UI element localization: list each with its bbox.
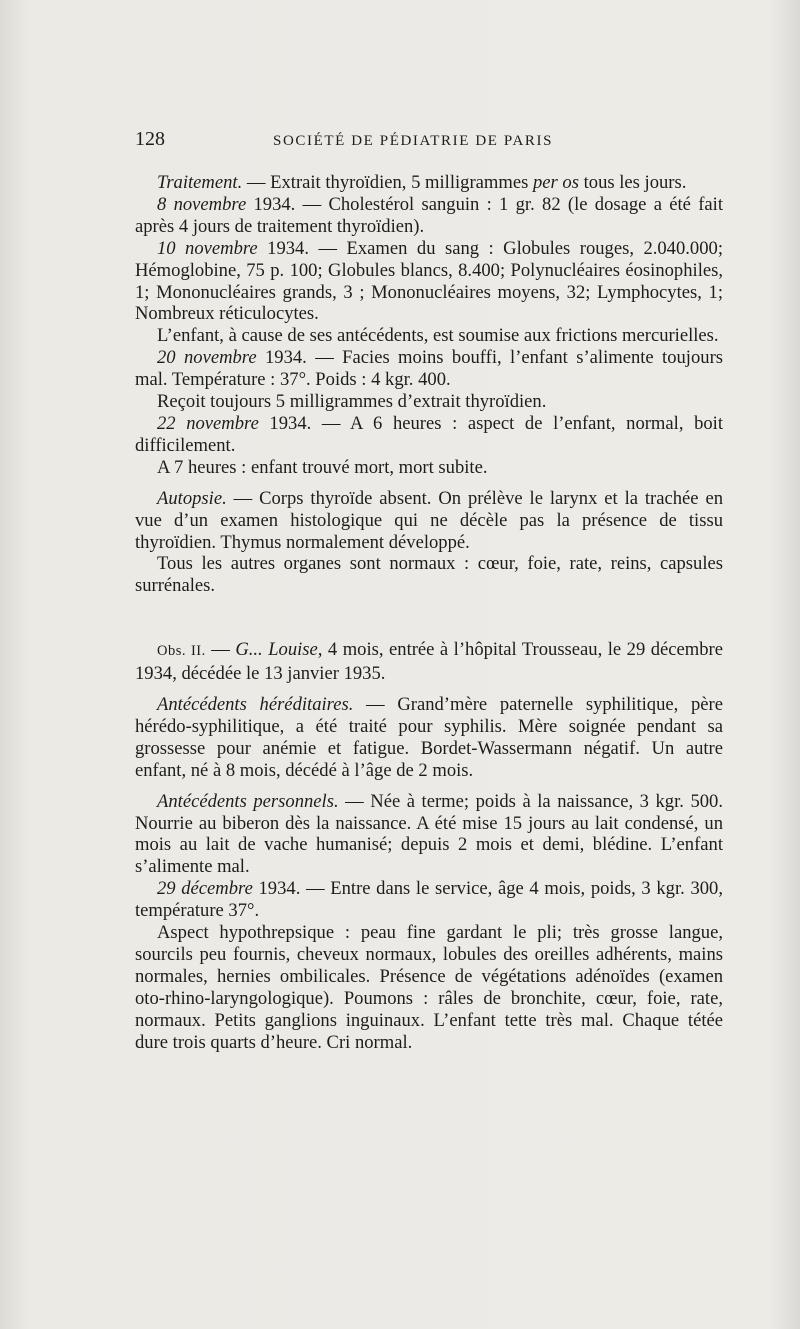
paragraph-traitement: Traitement. — Extrait thyroïdien, 5 milligrammes per os tous les jours.: [157, 172, 687, 193]
italic-lead: G... Louise,: [235, 639, 323, 661]
italic-lead: 29 décembre: [157, 878, 253, 900]
paragraph-22-novembre: 22 novembre 1934. — A 6 heures : aspect de l’enfant, normal, boit difficilement.: [135, 412, 723, 456]
paragraph-autopsie: Autopsie. — Corps thyroïde absent. On prélève le larynx et la trachée en vue d’un examen histologique qui ne décèle pas la présence de tissu thyroïdien. Thymus normalement développé.: [135, 487, 723, 553]
italic-lead: Autopsie.: [157, 487, 227, 509]
paragraph-29-decembre: 29 décembre 1934. — Entre dans le service, âge 4 mois, poids, 3 kgr. 300, température 37°.: [135, 878, 723, 922]
paragraph-frictions: L’enfant, à cause de ses antécédents, est soumise aux frictions mercurielles.: [157, 325, 719, 347]
paragraph-8-novembre: 8 novembre 1934. — Cholestérol sanguin : 1 gr. 82 (le dosage a été fait après 4 jours de traitement thyroïdien).: [135, 193, 723, 237]
paragraph-aspect: Aspect hypothrepsique : peau fine gardant le pli; très grosse langue, sourcils peu fournis, cheveux normaux, lobules des oreilles adhérents, mains normales, hernies ombilicales. Présence de végétations adénoïdes (examen oto-rhino-laryngologique). Poumons : râles de bronchite, cœur, foie, rate, normaux. Petits ganglions inguinaux. L’enfant tette très mal. Chaque tétée dure trois quarts d’heure. Cri normal.: [135, 922, 723, 1053]
italic-term: per os: [532, 172, 579, 193]
italic-lead: 20 novembre: [157, 347, 257, 369]
paragraph-antecedents-hereditaires: Antécédents héréditaires. — Grand’mère paternelle syphilitique, père hérédo-syphilitique, a été traité pour syphilis. Mère soignée pendant sa grossesse pour anémie et fatigue. Bordet-Wassermann négatif. Un autre enfant, né à 8 mois, décédé à l’âge de 2 mois.: [135, 694, 723, 781]
paragraph-20-novembre: 20 novembre 1934. — Facies moins bouffi, l’enfant s’alimente toujours mal. Température : 37°. Poids : 4 kgr. 400.: [135, 347, 723, 391]
paragraph-antecedents-personnels: Antécédents personnels. — Née à terme; poids à la naissance, 3 kgr. 500. Nourrie au biberon dès la naissance. A été mise 15 jours au lait condensé, un mois au lait de vache humanisé; depuis 2 mois et demi, blédine. L’enfant s’alimente mal.: [135, 790, 723, 878]
body-text: [135, 172, 723, 1054]
obs-label: Obs. II.: [157, 643, 206, 660]
page-number: 128: [135, 128, 165, 150]
italic-lead: 8 novembre: [157, 193, 247, 215]
paragraph-extrait: Reçoit toujours 5 milligrammes d’extrait thyroïdien.: [157, 391, 547, 413]
italic-lead: 22 novembre: [157, 412, 259, 434]
paragraph-obs-ii: Obs. II. — G... Louise, 4 mois, entrée à l’hôpital Trousseau, le 29 décembre 1934, décédée le 13 janvier 1935.: [135, 639, 723, 685]
page-header: [135, 128, 725, 158]
italic-lead: Antécédents personnels.: [157, 790, 339, 812]
running-title: SOCIÉTÉ DE PÉDIATRIE DE PARIS: [273, 133, 554, 149]
italic-lead: Traitement.: [157, 172, 243, 193]
paragraph-10-novembre: 10 novembre 1934. — Examen du sang : Globules rouges, 2.040.000; Hémoglobine, 75 p. 100; Globules blancs, 8.400; Polynucléaires éosinophiles, 1; Mononucléaires grands, 3 ; Mononucléaires moyens, 32; Lymphocytes, 1; Nombreux réticulocytes.: [135, 237, 723, 325]
italic-lead: Antécédents héréditaires.: [157, 694, 354, 716]
paragraph-organes: Tous les autres organes sont normaux : cœur, foie, rate, reins, capsules surrénales.: [135, 553, 723, 597]
italic-lead: 10 novembre: [157, 237, 258, 259]
paragraph-7-heures: A 7 heures : enfant trouvé mort, mort subite.: [157, 456, 488, 478]
